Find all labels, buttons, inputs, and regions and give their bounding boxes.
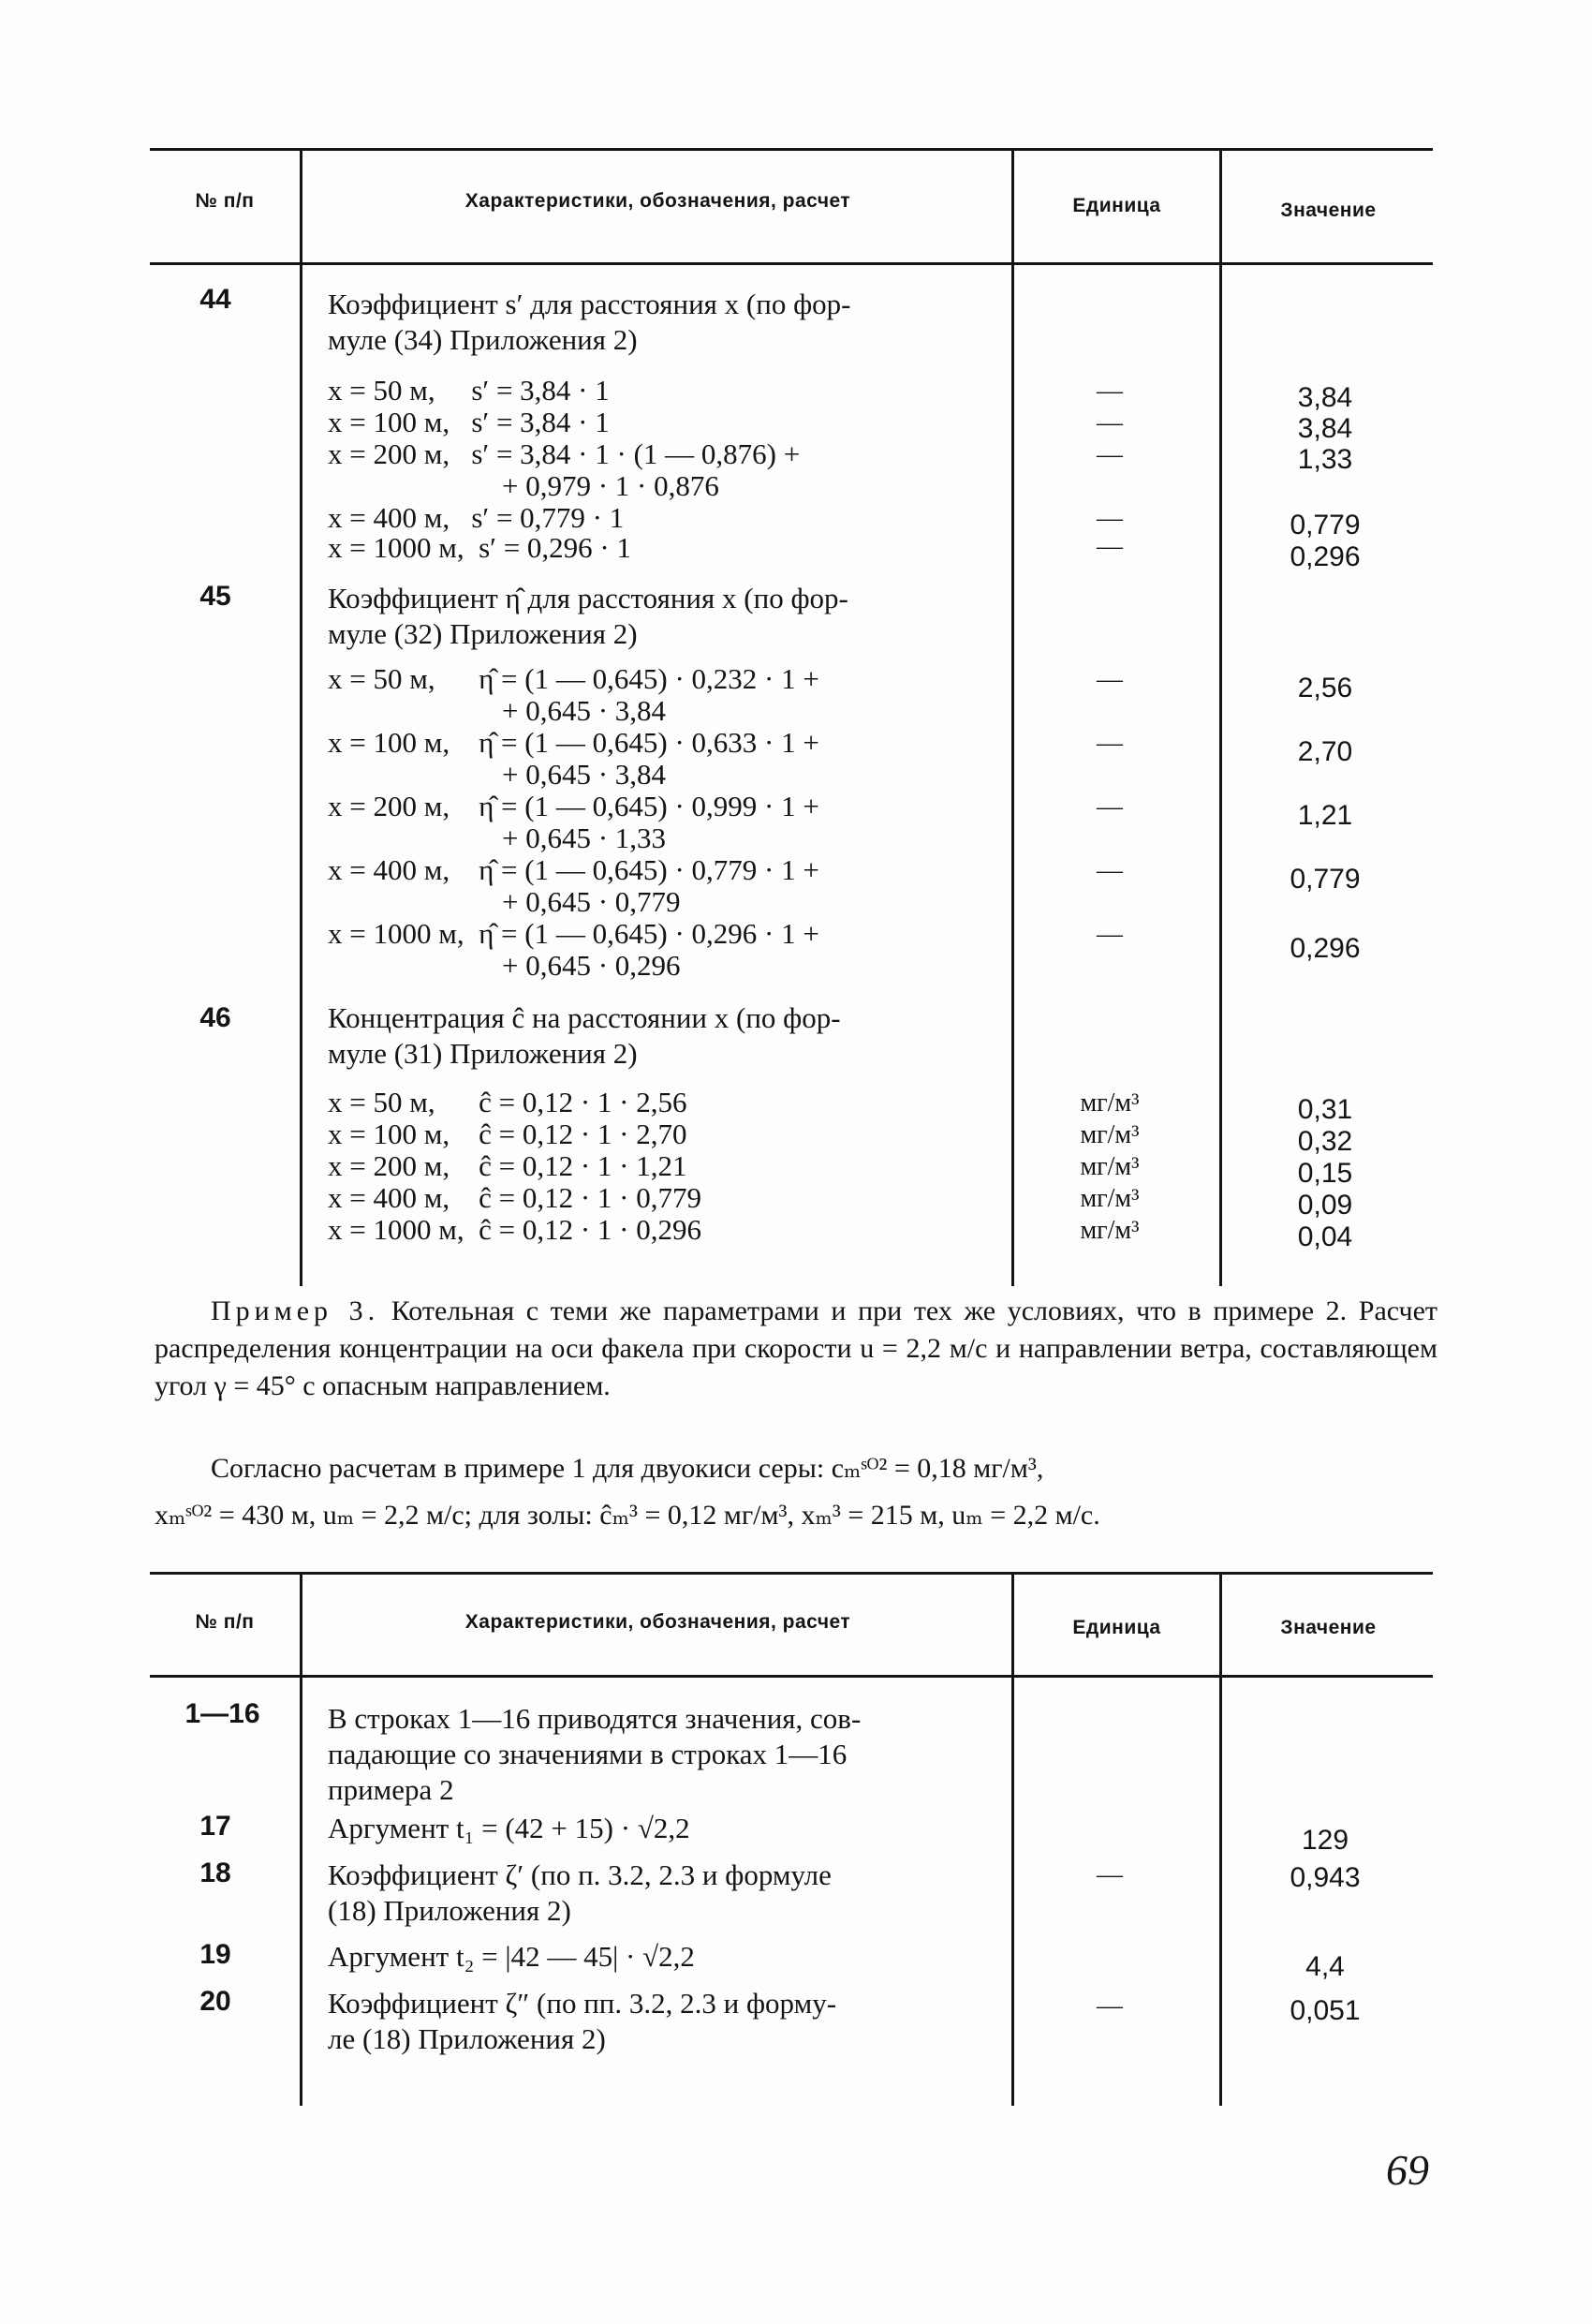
table-2-row-17-number: 17 xyxy=(199,1811,231,1842)
row-44-calc-2: x = 100 м, s′ = 3,84 · 1 xyxy=(328,406,610,438)
row-46-value-4: 0,09 xyxy=(1297,1190,1353,1221)
row-44-unit-5: — xyxy=(1097,532,1123,561)
row-44-value-4: 0,779 xyxy=(1290,510,1361,540)
row-45-calc-6: + 0,645 · 1,33 xyxy=(328,822,667,854)
row-44-calc-1: x = 50 м, s′ = 3,84 · 1 xyxy=(328,374,610,407)
example-3-paragraph xyxy=(155,1293,1437,1405)
table-2-header-rule xyxy=(150,1675,1433,1678)
row-45-calc-2: + 0,645 · 3,84 xyxy=(328,694,667,727)
table-2-row-1-description: В строках 1—16 приводятся значения, сов- падающие со значениями в строках 1—16 примера 2 xyxy=(328,1702,862,1806)
row-44-value-3: 1,33 xyxy=(1297,444,1353,475)
row-44-calc-5: x = 400 м, s′ = 0,779 · 1 xyxy=(328,501,625,534)
row-44-value-5: 0,296 xyxy=(1290,541,1361,572)
table-2-header-num: № п/п xyxy=(195,1611,255,1633)
row-44-unit-1: — xyxy=(1097,377,1123,406)
row-46-number: 46 xyxy=(199,1002,231,1033)
table-1-header-desc: Характеристики, обозначения, расчет xyxy=(464,190,851,212)
table-2-row-18-description: Коэффициент ζ′ (по п. 3.2, 2.3 и формуле (18) Приложения 2) xyxy=(328,1858,832,1927)
table-2 xyxy=(150,1572,1433,2106)
row-45-calc-5: x = 200 м, η̂ = (1 — 0,645) · 0,999 · 1 + xyxy=(328,790,819,822)
table-2-row-19-description: Аргумент t₂ = |42 — 45| · √2,2 xyxy=(328,1940,695,1973)
row-44-calc-4: + 0,979 · 1 · 0,876 xyxy=(328,469,719,502)
row-45-value-3: 1,21 xyxy=(1297,800,1353,831)
row-45-value-1: 2,56 xyxy=(1297,673,1353,703)
row-45-calc-10: + 0,645 · 0,296 xyxy=(328,949,681,982)
example-3-label: Пример 3. xyxy=(211,1295,380,1326)
table-2-col-divider-2 xyxy=(1011,1572,1014,2106)
row-45-value-5: 0,296 xyxy=(1290,933,1361,964)
table-1-header-num: № п/п xyxy=(195,190,255,212)
table-1-top-rule xyxy=(150,148,1433,151)
row-46-calc-4: x = 400 м, ĉ = 0,12 · 1 · 0,779 xyxy=(328,1181,701,1214)
row-44-value-1: 3,84 xyxy=(1297,382,1353,413)
table-2-row-20-number: 20 xyxy=(199,1986,231,2017)
table-2-row-19-value: 4,4 xyxy=(1305,1951,1345,1982)
table-2-row-20-description: Коэффициент ζ″ (по пп. 3.2, 2.3 и форму- ле (18) Приложения 2) xyxy=(328,1987,837,2055)
table-2-row-1-number: 1—16 xyxy=(184,1698,260,1729)
row-46-unit-1: мг/м³ xyxy=(1080,1088,1140,1118)
row-45-calc-1: x = 50 м, η̂ = (1 — 0,645) · 0,232 · 1 + xyxy=(328,662,819,695)
row-44-description: Коэффициент s′ для расстояния x (по фор- муле (34) Приложения 2) xyxy=(328,288,851,356)
row-45-calc-3: x = 100 м, η̂ = (1 — 0,645) · 0,633 · 1 + xyxy=(328,726,819,759)
table-2-col-divider-3 xyxy=(1219,1572,1222,2106)
table-2-row-18-value: 0,943 xyxy=(1290,1862,1361,1893)
row-44-number: 44 xyxy=(199,284,231,315)
row-45-description: Коэффициент η̂ для расстояния x (по фор- муле (32) Приложения 2) xyxy=(328,582,848,650)
row-46-calc-5: x = 1000 м, ĉ = 0,12 · 1 · 0,296 xyxy=(328,1213,701,1246)
table-2-header-unit: Единица xyxy=(1072,1617,1161,1638)
according-line-1: Согласно расчетам в примере 1 для двуокиси серы: cₘˢᴼ² = 0,18 мг/м³, xyxy=(211,1453,1044,1484)
row-46-calc-1: x = 50 м, ĉ = 0,12 · 1 · 2,56 xyxy=(328,1086,687,1118)
row-46-value-5: 0,04 xyxy=(1297,1221,1353,1252)
row-45-calc-8: + 0,645 · 0,779 xyxy=(328,885,681,918)
row-46-value-2: 0,32 xyxy=(1297,1126,1353,1157)
page-number: 69 xyxy=(1386,2146,1429,2194)
table-1-header-value: Значение xyxy=(1280,200,1377,221)
row-46-unit-2: мг/м³ xyxy=(1080,1120,1140,1149)
table-2-top-rule xyxy=(150,1572,1433,1575)
table-2-header-value: Значение xyxy=(1280,1617,1377,1638)
table-2-row-19-number: 19 xyxy=(199,1939,231,1970)
table-2-header-desc: Характеристики, обозначения, расчет xyxy=(464,1611,851,1633)
row-46-unit-4: мг/м³ xyxy=(1080,1184,1140,1213)
table-2-col-divider-1 xyxy=(300,1572,302,2106)
table-1 xyxy=(150,148,1433,1286)
example-3-text: Котельная с теми же параметрами и при тех же условиях, что в примере 2. Расчет распределения концентрации на оси факела при скорости u = 2,2 м/с и направлении ветра, составляющем угол γ = 45° с опасным направлением. xyxy=(155,1295,1438,1401)
table-2-row-20-unit: — xyxy=(1097,1991,1123,2021)
row-45-number: 45 xyxy=(199,581,231,612)
row-46-calc-3: x = 200 м, ĉ = 0,12 · 1 · 1,21 xyxy=(328,1149,687,1182)
row-45-unit-5: — xyxy=(1097,920,1123,949)
row-44-calc-6: x = 1000 м, s′ = 0,296 · 1 xyxy=(328,531,632,564)
table-1-col-divider-3 xyxy=(1219,148,1222,1286)
row-45-unit-4: — xyxy=(1097,856,1123,885)
row-45-unit-1: — xyxy=(1097,665,1123,694)
table-2-row-20-value: 0,051 xyxy=(1290,1995,1361,2026)
row-46-description: Концентрация ĉ на расстоянии x (по фор- муле (31) Приложения 2) xyxy=(328,1001,841,1070)
row-45-calc-4: + 0,645 · 3,84 xyxy=(328,758,667,791)
table-1-col-divider-1 xyxy=(300,148,302,1286)
row-46-value-3: 0,15 xyxy=(1297,1158,1353,1189)
table-1-header-unit: Единица xyxy=(1072,195,1161,216)
table-2-row-17-description: Аргумент t₁ = (42 + 15) · √2,2 xyxy=(328,1812,690,1844)
row-45-unit-2: — xyxy=(1097,729,1123,758)
row-45-calc-9: x = 1000 м, η̂ = (1 — 0,645) · 0,296 · 1 + xyxy=(328,917,819,950)
row-45-unit-3: — xyxy=(1097,792,1123,822)
table-1-header-rule xyxy=(150,262,1433,265)
row-46-unit-5: мг/м³ xyxy=(1080,1216,1140,1245)
table-2-row-18-number: 18 xyxy=(199,1858,231,1888)
row-44-unit-3: — xyxy=(1097,440,1123,469)
according-line-2: xₘˢᴼ² = 430 м, uₘ = 2,2 м/с; для золы: ĉₘ³ = 0,12 мг/м³, xₘ³ = 215 м, uₘ = 2,2 м/с. xyxy=(155,1500,1100,1531)
row-45-value-2: 2,70 xyxy=(1297,736,1353,767)
row-44-unit-2: — xyxy=(1097,408,1123,437)
row-46-calc-2: x = 100 м, ĉ = 0,12 · 1 · 2,70 xyxy=(328,1118,687,1150)
row-46-unit-3: мг/м³ xyxy=(1080,1152,1140,1181)
table-2-row-18-unit: — xyxy=(1097,1860,1123,1889)
row-44-unit-4: — xyxy=(1097,504,1123,533)
row-45-value-4: 0,779 xyxy=(1290,864,1361,895)
row-45-calc-7: x = 400 м, η̂ = (1 — 0,645) · 0,779 · 1 + xyxy=(328,853,819,886)
row-46-value-1: 0,31 xyxy=(1297,1094,1353,1125)
row-44-value-2: 3,84 xyxy=(1297,413,1353,444)
table-2-row-17-value: 129 xyxy=(1301,1825,1349,1856)
row-44-calc-3: x = 200 м, s′ = 3,84 · 1 · (1 — 0,876) + xyxy=(328,437,801,470)
